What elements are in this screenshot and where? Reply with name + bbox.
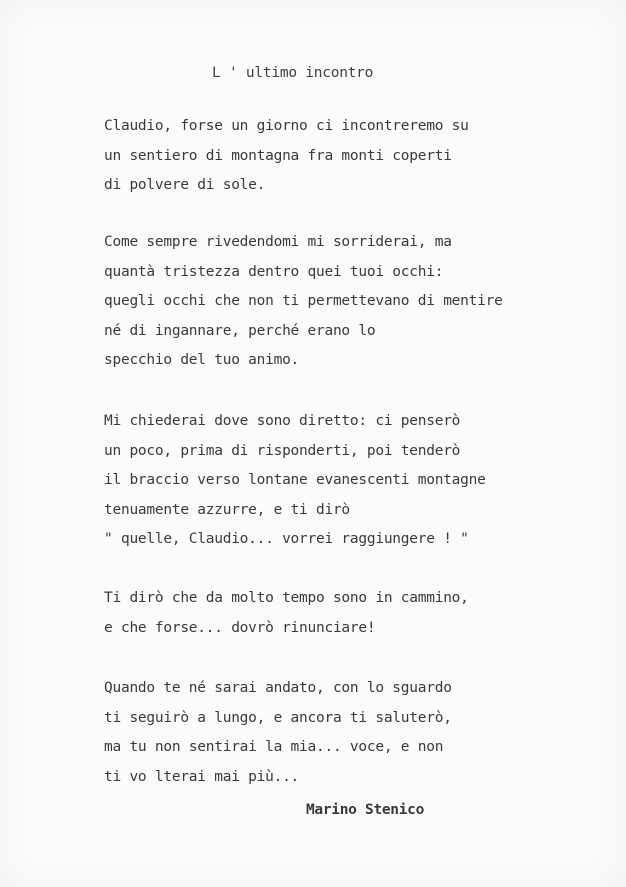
poem-line: di polvere di sole.	[104, 177, 266, 193]
poem-line: Quando te né sarai andato, con lo sguardo	[104, 680, 452, 696]
poem-line: né di ingannare, perché erano lo	[104, 322, 376, 339]
poem-line: un sentiero di montagna fra monti coperti	[104, 147, 452, 164]
poem-line: quantà tristezza dentro quei tuoi occhi:	[104, 263, 444, 280]
stanza-3	[104, 407, 486, 555]
poem-line: il braccio verso lontane evanescenti montagne	[104, 472, 486, 488]
poem-line: Ti dirò che da molto tempo sono in cammino,	[104, 590, 469, 606]
stanza-4	[104, 584, 469, 643]
stanza-1	[104, 112, 469, 201]
poem-line: specchio del tuo animo.	[104, 352, 300, 368]
poem-line: e che forse... dovrò rinunciare!	[104, 619, 376, 636]
poem-line: tenuamente azzurre, e ti dirò	[104, 501, 350, 518]
poem-line: un poco, prima di risponderti, poi tenderò	[104, 442, 461, 459]
poem-line: Come sempre rivedendomi mi sorriderai, ma	[104, 234, 452, 250]
poem-line: ma tu non sentirai la mia... voce, e non	[104, 739, 444, 755]
author-signature: Marino Stenico	[306, 802, 425, 818]
poem-line: " quelle, Claudio... vorrei raggiungere ! "	[104, 531, 469, 547]
poem-line: ti vo lterai mai più...	[104, 768, 300, 785]
poem-line: ti seguirò a lungo, e ancora ti saluterò,	[104, 709, 452, 726]
poem-title: L ' ultimo incontro	[212, 65, 374, 81]
stanza-2	[104, 228, 503, 376]
poem-line: Mi chiederai dove sono diretto: ci penserò	[104, 413, 461, 429]
stanza-5	[104, 674, 452, 792]
poem-line: Claudio, forse un giorno ci incontreremo su	[104, 118, 469, 134]
poem-line: quegli occhi che non ti permettevano di mentire	[104, 293, 503, 309]
